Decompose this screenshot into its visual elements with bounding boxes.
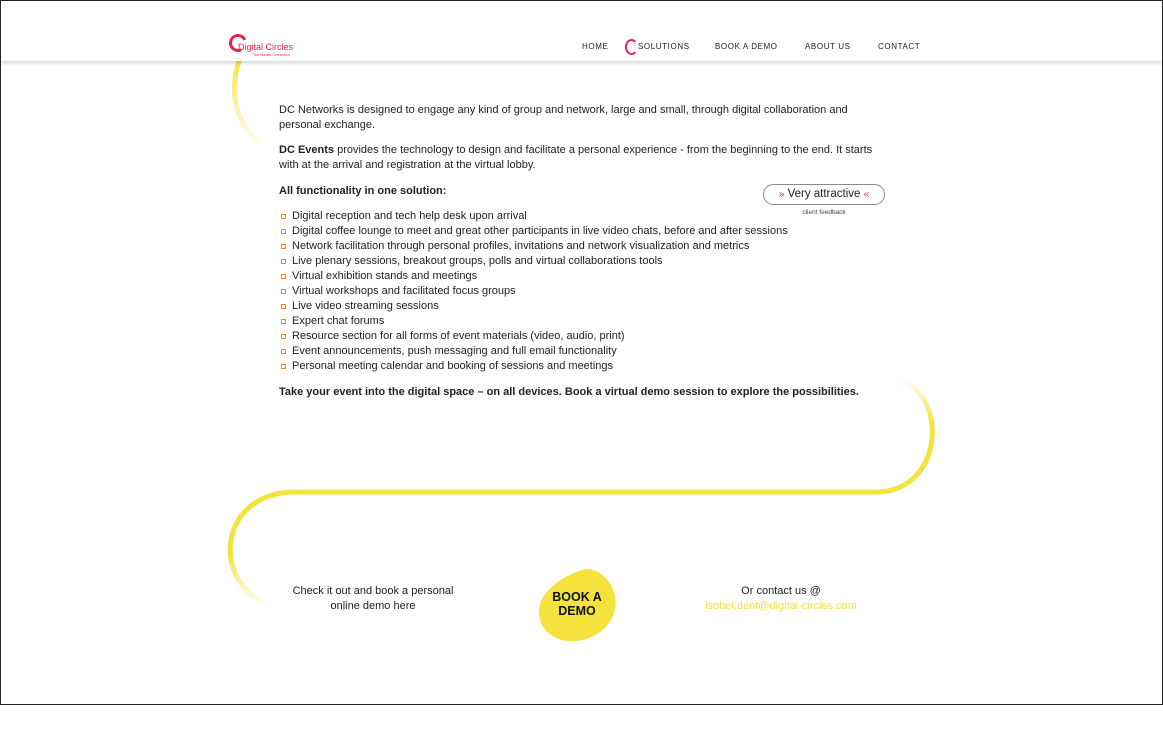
- open-quote: »: [778, 189, 785, 200]
- list-item: [279, 344, 788, 359]
- feature-text: Live video streaming sessions: [292, 300, 439, 312]
- cta-text: Take your event into the digital space – on all devices. Book a virtual demo session to explore the possibilities.: [279, 386, 859, 398]
- bullet-square-icon: [281, 334, 286, 339]
- circle-c-icon: [625, 39, 638, 55]
- nav-book-a-demo[interactable]: BOOK A DEMO: [715, 42, 778, 51]
- brand-logo[interactable]: [229, 34, 309, 60]
- list-item: [279, 314, 788, 329]
- brand-name: Digital Circles: [238, 42, 294, 52]
- contact-email-link[interactable]: isobel.dent@digital-circles.com: [705, 600, 857, 612]
- list-item: [279, 269, 788, 284]
- feature-text: Digital reception and tech help desk upon arrival: [292, 210, 527, 222]
- feature-text: Digital coffee lounge to meet and great other participants in live video chats, before and after sessions: [292, 225, 788, 237]
- feature-text: Network facilitation through personal profiles, invitations and network visualization and metrics: [292, 240, 750, 252]
- list-item: [279, 284, 788, 299]
- list-item: [279, 254, 788, 269]
- list-item: [279, 209, 788, 224]
- bullet-square-icon: [281, 289, 286, 294]
- bullet-square-icon: [281, 259, 286, 264]
- bullet-square-icon: [281, 244, 286, 249]
- feature-text: Live plenary sessions, breakout groups, polls and virtual collaborations tools: [292, 255, 663, 267]
- list-item: [279, 224, 788, 239]
- bullet-square-icon: [281, 214, 286, 219]
- feature-text: Event announcements, push messaging and full email functionality: [292, 345, 617, 357]
- events-text: provides the technology to design and facilitate a personal experience - from the beginning to the end. It starts with at the arrival and registration at the virtual lobby.: [279, 144, 873, 171]
- intro-paragraph: DC Networks is designed to engage any kind of group and network, large and small, through digital collaboration and personal exchange.: [279, 104, 848, 131]
- feature-text: Personal meeting calendar and booking of sessions and meetings: [292, 360, 614, 372]
- features-list: [279, 209, 788, 374]
- feature-text: Virtual exhibition stands and meetings: [292, 270, 478, 282]
- nav-about-us[interactable]: ABOUT US: [805, 42, 851, 51]
- bullet-square-icon: [281, 349, 286, 354]
- testimonial-text: Very attractive: [787, 188, 861, 200]
- list-item: [279, 359, 788, 374]
- close-quote: «: [863, 189, 870, 200]
- events-bold-label: DC Events: [279, 144, 335, 156]
- book-demo-label-line1: BOOK A: [552, 590, 602, 604]
- brand-tagline: The Human Connection: [253, 53, 290, 57]
- functionality-heading: All functionality in one solution:: [279, 185, 447, 197]
- nav-contact[interactable]: CONTACT: [878, 42, 921, 51]
- feature-text: Virtual workshops and facilitated focus groups: [292, 285, 516, 297]
- feature-text: Resource section for all forms of event materials (video, audio, print): [292, 330, 625, 342]
- testimonial-pill: [763, 184, 885, 205]
- demo-invite-line1: Check it out and book a personal: [292, 585, 454, 597]
- book-demo-label-line2: DEMO: [558, 604, 596, 618]
- list-item: [279, 329, 788, 344]
- contact-block: [681, 584, 881, 614]
- feature-text: Expert chat forums: [292, 315, 385, 327]
- book-demo-button-label[interactable]: [538, 590, 616, 618]
- demo-invite: [273, 584, 473, 614]
- list-item: [279, 299, 788, 314]
- bullet-square-icon: [281, 304, 286, 309]
- nav-solutions[interactable]: SOLUTIONS: [638, 42, 690, 51]
- site-header: [1, 1, 1162, 61]
- events-paragraph: [279, 143, 889, 173]
- demo-invite-line2: online demo here: [330, 600, 416, 612]
- testimonial-caption: client feedback: [802, 209, 846, 216]
- nav-home[interactable]: HOME: [582, 42, 609, 51]
- bullet-square-icon: [281, 319, 286, 324]
- bullet-square-icon: [281, 229, 286, 234]
- bullet-square-icon: [281, 274, 286, 279]
- contact-prompt: Or contact us @: [741, 585, 821, 597]
- bullet-square-icon: [281, 364, 286, 369]
- list-item: [279, 239, 788, 254]
